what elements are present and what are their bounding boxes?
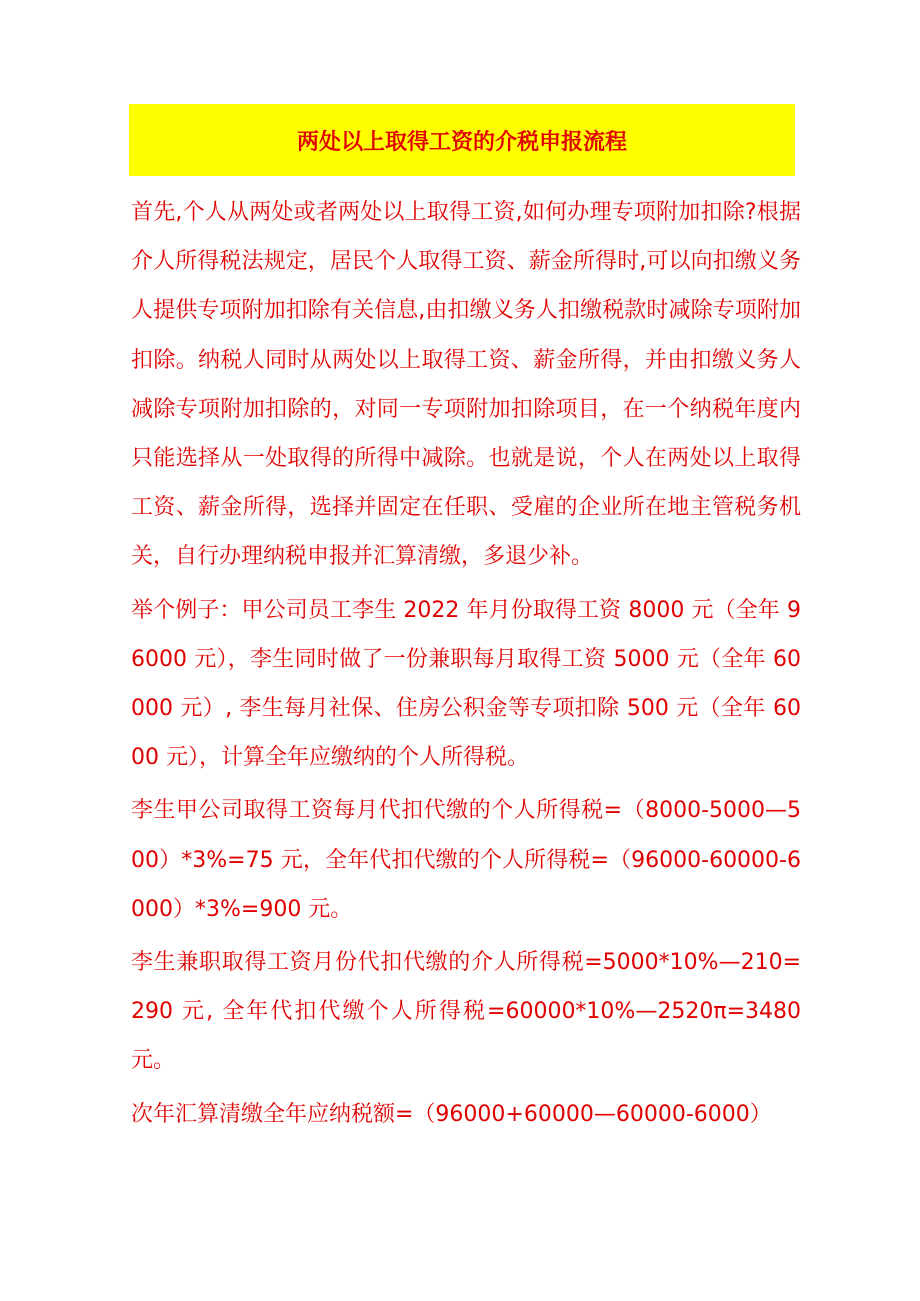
paragraph-annual-settlement: 次年汇算清缴全年应纳税额=（96000+60000—60000-6000）	[131, 1101, 772, 1127]
paragraph-intro: 首先,个人从两处或者两处以上取得工资,如何办理专项附加扣除?根据介人所得税法规定，居民个人取得工资、薪金所得时,可以向扣缴义务人提供专项附加扣除有关信息,由扣缴义务人扣缴税款时减除专项附加扣除。纳税人同时从两处以上取得工资、薪金所得，并由扣缴义务人减除专项附加扣除的，对同一专项附加扣除项目，在一个纳税年度内只能选择从一处取得的所得中减除。也就是说，个人在两处以上取得工资、薪金所得，选择并固定在任职、受雇的企业所在地主管税务机关，自行办理纳税申报并汇算清缴，多退少补。	[131, 200, 801, 570]
title-banner	[129, 104, 795, 176]
paragraph-parttime-tax: 李生兼职取得工资月份代扣代缴的介人所得税=5000*10%—210=290 元, 全年代扣代缴个人所得税=60000*10%—2520π=3480 元。	[131, 950, 801, 1074]
paragraph-company-tax: 李生甲公司取得工资每月代扣代缴的个人所得税=（8000-5000—500）*3%=75 元，全年代扣代缴的个人所得税=（96000-60000-6000）*3%=900 元。	[131, 798, 801, 922]
document-body	[131, 188, 801, 1143]
document-title: 两处以上取得工资的介税申报流程	[296, 129, 627, 155]
paragraph-example: 举个例子：甲公司员工李生 2022 年月份取得工资 8000 元（全年 96000 元），李生同时做了一份兼职每月取得工资 5000 元（全年 60000 元）, 李生每月社保、住房公积金等专项扣除 500 元（全年 6000 元），计算全年应缴纳的个人所得税。	[131, 597, 801, 771]
